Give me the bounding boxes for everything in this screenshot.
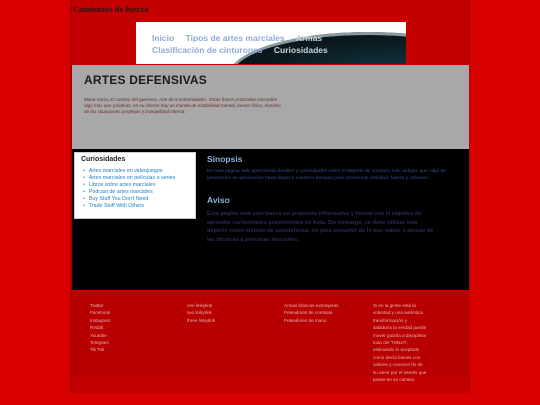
footer-fighters: [284, 302, 338, 324]
nav-cinturones[interactable]: Clasificación de cinturones: [152, 45, 263, 55]
sidebar: [74, 152, 196, 219]
footer-link-combate[interactable]: Peleadores de combate: [284, 310, 333, 316]
footer-note-text: Si en la gente está la voluntad y una auténtica transformación y sabiduría la verdad puede mover guiarla a disciplinar todo del "NINJA", estimando lo aceptado como decía bienes con valores y conocen fin de su amor por el interés que posee en su camino.: [373, 303, 427, 383]
content-section: [72, 149, 469, 290]
nav-armas[interactable]: Armas: [295, 33, 323, 43]
sidebar-item-videojuegos[interactable]: • Artes marciales en videojuegos: [83, 168, 175, 175]
footer-links: [187, 302, 215, 324]
footer-link-mano[interactable]: Peleadores de mano: [284, 317, 327, 323]
footer-link-two[interactable]: two linkytink: [187, 310, 212, 316]
warning-text: Esta página web solo busca un propósito informativo y formal con el objetivo de aprender curiosidades provenientes de Asia. Sin embargo, se debe utilizar este deporte como método de autodefensa, no para presumir de lo que sabes o abusar de las técnicas a personas inocentes.: [207, 211, 434, 243]
sidebar-item-podcast[interactable]: • Podcast de artes marciales: [83, 189, 175, 196]
page-container: [71, 0, 469, 392]
footer-link-twitter[interactable]: Twitter: [90, 303, 104, 308]
warning-title: Aviso: [207, 195, 230, 205]
footer-link-tiktok[interactable]: Tik Tok: [90, 347, 105, 353]
footer-link-armas[interactable]: Armas blancas extranjeras: [284, 303, 339, 308]
main-column: [207, 154, 459, 244]
footer-link-instagram[interactable]: Instagram: [90, 317, 111, 323]
footer-link-telegram[interactable]: Telegram: [90, 340, 109, 346]
footer-link-one[interactable]: one linkytink: [187, 303, 213, 308]
footer-note: [373, 302, 427, 383]
footer-social: [90, 302, 110, 354]
nav-inicio[interactable]: Inicio: [152, 33, 175, 43]
hero-section: [72, 65, 469, 149]
sidebar-title: Curiosidades: [81, 156, 126, 163]
footer-link-reddit[interactable]: Reddit: [90, 325, 104, 331]
synopsis-text: En esta página web aprenderás detalles y curiosidades sobre el deporte de contacto más antiguo que viajó de generación en generación hasta llegar a nuestros tiempos para ofrecernos vitalidad, fuerza y volumen.: [207, 169, 446, 181]
sidebar-item-buy-stuff[interactable]: • Buy Stuff You Don't Need: [83, 196, 175, 203]
sidebar-list: [83, 168, 175, 210]
synopsis-title: Sinopsis: [207, 154, 243, 164]
footer-link-youtube[interactable]: Youtube: [90, 332, 107, 338]
nav-tipos[interactable]: Tipos de artes marciales: [185, 33, 285, 43]
site-title: Comienzos de fuerza: [73, 4, 149, 14]
hero-title: ARTES DEFENSIVAS: [84, 73, 207, 87]
sidebar-item-libros[interactable]: • Libros sobre artes marciales: [83, 182, 175, 189]
header-banner: [136, 22, 406, 64]
footer-link-facebook[interactable]: Facebook: [90, 310, 111, 316]
footer-link-three[interactable]: three linkytink: [187, 317, 216, 323]
footer: [72, 292, 469, 383]
nav-curiosidades[interactable]: Curiosidades: [273, 45, 328, 55]
hero-text: Mano vacía, El camino del guerrero, Arte de 8 extremidades. Estas frases profundas esconden algo más que palabras, en su interior hay un mundo de estabilidad mental, fuerza física, dominio de las situaciones perplejas y tranquilidad interna.: [84, 97, 281, 115]
sidebar-item-peliculas[interactable]: • Artes marciales en películas o series: [83, 175, 175, 182]
sidebar-item-trade-stuff[interactable]: • Trade Stuff With Others: [83, 203, 175, 210]
main-nav: [152, 32, 392, 56]
